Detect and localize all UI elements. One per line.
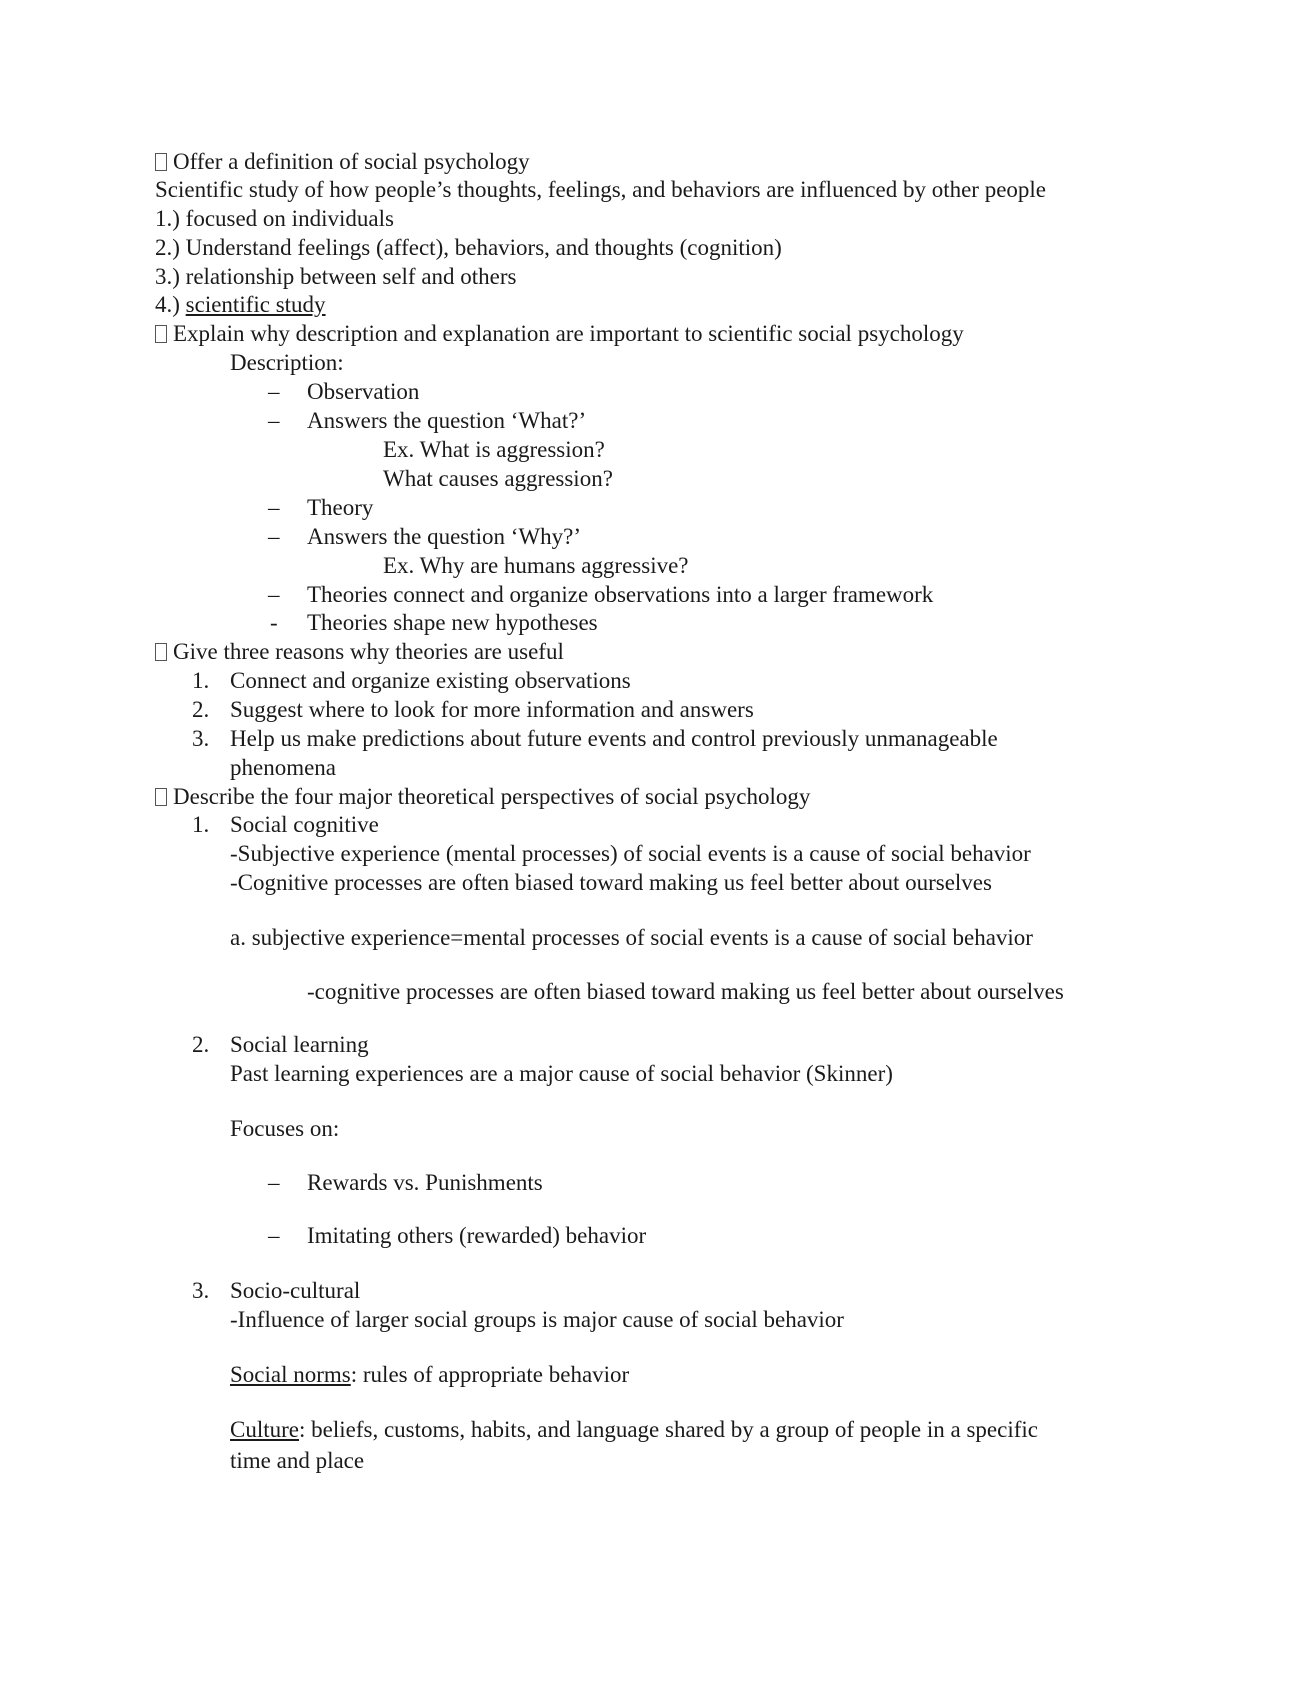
list-item: 1.) focused on individuals [155, 206, 394, 231]
list-number: 1. [192, 812, 210, 837]
perspective-text: -cognitive processes are often biased toward making us feel better about ourselves [307, 979, 1064, 1004]
missing-glyph-bullet-icon [155, 643, 167, 661]
dash-bullet: - [270, 610, 278, 635]
culture-definition-continuation: time and place [230, 1448, 365, 1473]
list-item: Rewards vs. Punishments [307, 1170, 543, 1195]
list-item: 4.) scientific study [155, 292, 326, 317]
dash-bullet: – [268, 524, 280, 549]
focus-label: Focuses on: [230, 1116, 340, 1141]
list-item: Observation [307, 379, 420, 404]
list-item: Theory [307, 495, 374, 520]
dash-bullet: – [268, 379, 280, 404]
perspective-text: Past learning experiences are a major cause of social behavior (Skinner) [230, 1061, 893, 1086]
dash-bullet: – [268, 495, 280, 520]
list-number: 1. [192, 668, 210, 693]
perspective-text: -Cognitive processes are often biased toward making us feel better about ourselves [230, 870, 992, 895]
list-item: 3.) relationship between self and others [155, 264, 517, 289]
list-number: 2. [192, 1032, 210, 1057]
social-norms-definition: Social norms: rules of appropriate behavior [230, 1362, 630, 1387]
dash-bullet: – [268, 408, 280, 433]
list-item: Answers the question ‘Why?’ [307, 524, 582, 549]
list-number: 2. [192, 697, 210, 722]
perspective-title: Socio-cultural [230, 1278, 361, 1303]
list-item: Theories shape new hypotheses [307, 610, 598, 635]
list-item: Suggest where to look for more information and answers [230, 697, 754, 722]
perspective-title: Social cognitive [230, 812, 379, 837]
list-item: 2.) Understand feelings (affect), behaviors, and thoughts (cognition) [155, 235, 782, 260]
scientific-study-underlined: scientific study [185, 292, 326, 317]
definition-text: Scientific study of how people’s thoughts, feelings, and behaviors are influenced by other people [155, 177, 1047, 202]
description-label: Description: [230, 350, 344, 375]
social-norms-term: Social norms [230, 1362, 351, 1387]
list-item: Connect and organize existing observations [230, 668, 631, 693]
list-item: Theories connect and organize observations into a larger framework [307, 582, 934, 607]
missing-glyph-bullet-icon [155, 153, 167, 171]
question-4-heading: Describe the four major theoretical perspectives of social psychology [155, 782, 810, 811]
question-3-heading: Give three reasons why theories are useful [155, 637, 564, 666]
list-number: 3. [192, 1278, 210, 1303]
missing-glyph-bullet-icon [155, 325, 167, 343]
perspective-text: -Subjective experience (mental processes) of social events is a cause of social behavior [230, 841, 1031, 866]
perspective-text: -Influence of larger social groups is major cause of social behavior [230, 1307, 844, 1332]
question-1-heading: Offer a definition of social psychology [155, 147, 530, 176]
missing-glyph-bullet-icon [155, 788, 167, 806]
list-item: Help us make predictions about future events and control previously unmanageable [230, 726, 998, 751]
dash-bullet: – [268, 582, 280, 607]
culture-term: Culture [230, 1417, 299, 1442]
example-text: What causes aggression? [383, 466, 613, 491]
perspective-title: Social learning [230, 1032, 369, 1057]
question-2-heading: Explain why description and explanation are important to scientific social psychology [155, 319, 964, 348]
dash-bullet: – [268, 1223, 280, 1248]
list-number: 3. [192, 726, 210, 751]
example-text: Ex. Why are humans aggressive? [383, 553, 689, 578]
example-text: Ex. What is aggression? [383, 437, 605, 462]
dash-bullet: – [268, 1170, 280, 1195]
perspective-text: a. subjective experience=mental processes of social events is a cause of social behavior [230, 925, 1033, 950]
culture-definition: Culture: beliefs, customs, habits, and language shared by a group of people in a specific [230, 1417, 1038, 1442]
list-item-continuation: phenomena [230, 755, 337, 780]
list-item: Answers the question ‘What?’ [307, 408, 587, 433]
list-item: Imitating others (rewarded) behavior [307, 1223, 647, 1248]
